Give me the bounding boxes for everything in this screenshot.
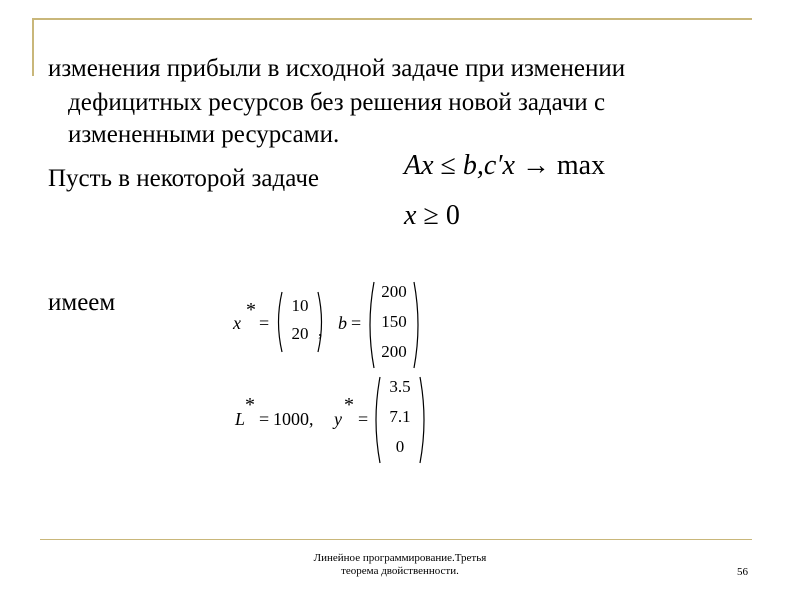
L-equals: =	[259, 409, 270, 429]
text-line-1: изменения прибыли в исходной задаче при изменении	[48, 55, 626, 82]
x-equals: =	[259, 313, 270, 333]
lp-constraint-formula	[404, 148, 605, 184]
y-equals: =	[358, 409, 369, 429]
formula-leq: ≤	[440, 150, 456, 181]
formula-b: b,	[462, 150, 484, 181]
b-value-1: 200	[381, 282, 407, 301]
formula-objective: c′x	[483, 150, 515, 181]
L-star-value: 1000,	[273, 409, 314, 429]
footer-title	[260, 552, 540, 578]
x-star-value-1: 10	[291, 296, 309, 315]
text-line-4: Пусть в некоторой задаче	[48, 165, 319, 192]
left-rule	[32, 18, 34, 76]
page-number: 56	[737, 566, 748, 578]
formula-ax: Ax	[404, 150, 434, 181]
formula-max: max	[556, 150, 606, 181]
L-star-superscript: *	[245, 394, 255, 416]
y-star-superscript: *	[344, 394, 354, 416]
formula-zero: 0	[445, 200, 460, 231]
x-comma: ,	[318, 320, 323, 340]
y-star-vector	[372, 375, 428, 465]
footer-line-1: Линейное программирование.Третья	[313, 552, 487, 564]
y-star-value-3: 0	[395, 437, 405, 456]
b-equals: =	[351, 313, 362, 333]
formula-geq: ≥	[423, 200, 439, 231]
b-label: b	[338, 313, 347, 333]
L-star-label: L	[235, 409, 246, 429]
bottom-rule	[40, 539, 752, 540]
x-star-value-2: 20	[291, 324, 309, 343]
b-vector	[366, 280, 422, 370]
text-line-3: измененными ресурсами.	[68, 121, 340, 148]
x-star-superscript: *	[246, 299, 256, 321]
x-star-label: x	[233, 313, 241, 333]
text-line-5: имеем	[48, 289, 116, 316]
lp-nonneg-formula	[404, 198, 460, 234]
b-value-3: 200	[381, 342, 407, 361]
y-star-label: y	[334, 409, 342, 429]
top-rule	[32, 18, 752, 20]
footer-line-2: теорема двойственности.	[341, 565, 459, 577]
b-value-2: 150	[381, 312, 407, 331]
y-star-value-1: 3.5	[389, 377, 411, 396]
formula-x: x	[404, 200, 417, 231]
text-line-2: дефицитных ресурсов без решения новой задачи с	[68, 89, 606, 116]
y-star-value-2: 7.1	[389, 407, 411, 426]
formula-arrow: →	[521, 150, 550, 181]
